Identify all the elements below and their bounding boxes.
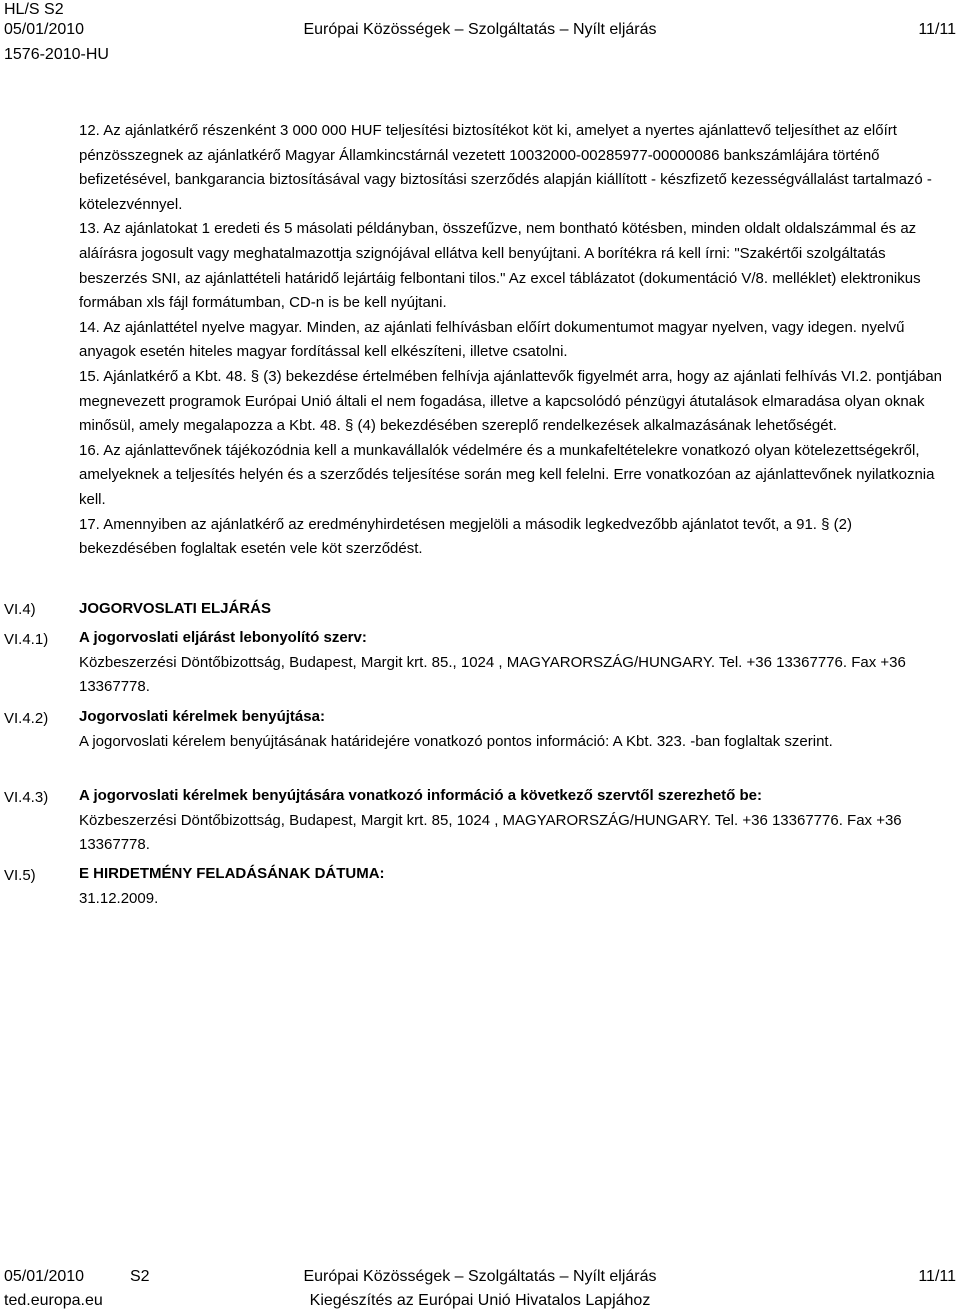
- footer-series: S2: [130, 1268, 150, 1285]
- section-vi42: [79, 705, 945, 754]
- section-label-vi43: VI.4.3): [4, 789, 49, 806]
- header-page-number: 11/11: [918, 21, 956, 38]
- header-title: Európai Közösségek – Szolgáltatás – Nyílt eljárás: [303, 21, 657, 38]
- header-date: 05/01/2010: [4, 21, 85, 38]
- section-vi41: [79, 626, 945, 700]
- section-text-vi42: A jogorvoslati kérelem benyújtásának határidejére vonatkozó pontos információ: A Kbt. 323. -ban foglaltak szerint.: [79, 732, 833, 750]
- section-title-vi43: A jogorvoslati kérelmek benyújtására vonatkozó információ a következő szervtől szerezhető be:: [79, 787, 762, 804]
- doc-code: HL/S S2: [4, 1, 64, 18]
- footer-title: Európai Közösségek – Szolgáltatás – Nyílt eljárás: [303, 1268, 657, 1285]
- section-label-vi4: VI.4): [4, 601, 36, 618]
- section-label-vi41: VI.4.1): [4, 631, 49, 648]
- footer-site-link[interactable]: ted.europa.eu: [4, 1292, 103, 1309]
- section-vi4: [79, 597, 945, 622]
- section-title-vi4: JOGORVOSLATI ELJÁRÁS: [79, 600, 271, 617]
- header-reference: 1576-2010-HU: [4, 46, 109, 63]
- paragraph-16: 16. Az ajánlattevőnek tájékozódnia kell a munkavállalók védelmére és a munkafeltételekre vonatkozó olyan kötelezettségekről, amelyeknek a teljesítés helyén és a szerződés teljesítése során meg kell felelni. Erre vonatkozóan az ajánlattevőnek nyilatkoznia kell.: [79, 441, 935, 508]
- paragraph-15: 15. Ajánlatkérő a Kbt. 48. § (3) bekezdése értelmében felhívja ajánlattevők figyelmét arra, hogy az ajánlati felhívás VI.2. pontjában megnevezett programok Európai Unió általi el nem fogadása, illetve a kapcsolódó pénzügyi átutalások elmaradása olyan oknak minősül, amely megalapozza a Kbt. 48. § (4) bekezdésében szereplő rendelkezések alkalmazásának lehetőségét.: [79, 367, 943, 435]
- section-text-vi5: 31.12.2009.: [79, 889, 159, 907]
- section-vi5: [79, 862, 945, 911]
- section-label-vi42: VI.4.2): [4, 710, 49, 727]
- paragraph-14: 14. Az ajánlattétel nyelve magyar. Minden, az ajánlati felhívásban előírt dokumentumot magyar nyelven, vagy idegen. nyelvű anyagok esetén hiteles magyar fordítással kell elkészíteni, illetve csatolni.: [79, 318, 905, 361]
- footer-subtitle: Kiegészítés az Európai Unió Hivatalos Lapjához: [309, 1292, 651, 1309]
- section-title-vi42: Jogorvoslati kérelmek benyújtása:: [79, 708, 325, 725]
- section-text-vi41: Közbeszerzési Döntőbizottság, Budapest, Margit krt. 85., 1024 , MAGYARORSZÁG/HUNGARY. Tel. +36 13367776. Fax +36 13367778.: [79, 653, 906, 696]
- section-vi43: [79, 784, 945, 858]
- footer-page-number: 11/11: [918, 1268, 956, 1285]
- paragraph-17: 17. Amennyiben az ajánlatkérő az eredményhirdetésen megjelöli a második legkedvezőbb ajánlatot tevőt, a 91. § (2) bekezdésében foglaltak esetén vele köt szerződést.: [79, 515, 852, 558]
- paragraph-12: 12. Az ajánlatkérő részenként 3 000 000 HUF teljesítési biztosítékot köt ki, amelyet a nyertes ajánlattevő teljesíthet az előírt pénzösszegnek az ajánlatkérő Magyar Államkincstárnál vezetett 10032000-00285977-00000086 bankszámlájára történő befizetésével, bankgarancia biztosításával vagy biztosítási szerződés alapján kiállított - készfizető kezességvállalást tartalmazó - kötelezvénnyel.: [79, 122, 932, 213]
- section-title-vi41: A jogorvoslati eljárást lebonyolító szerv:: [79, 629, 367, 646]
- continuation-body: [79, 119, 945, 562]
- section-title-vi5: E HIRDETMÉNY FELADÁSÁNAK DÁTUMA:: [79, 865, 385, 882]
- section-label-vi5: VI.5): [4, 867, 36, 884]
- footer-date: 05/01/2010: [4, 1268, 85, 1285]
- paragraph-13: 13. Az ajánlatokat 1 eredeti és 5 másolati példányban, összefűzve, nem bontható kötésben, minden oldalt oldalszámmal és az aláírásra jogosult vagy meghatalmazottja szignójával ellátva kell benyújtani. A borítékra rá kell írni: "Szakértői szolgáltatás beszerzés SNI, az ajánlattételi határidő lejártáig felbontani tilos." Az excel táblázatot (dokumentáció V/8. melléklet) elektronikus formában xls fájl formátumban, CD-n is be kell nyújtani.: [79, 220, 921, 312]
- section-text-vi43: Közbeszerzési Döntőbizottság, Budapest, Margit krt. 85, 1024 , MAGYARORSZÁG/HUNGARY. Tel. +36 13367776. Fax +36 13367778.: [79, 811, 902, 854]
